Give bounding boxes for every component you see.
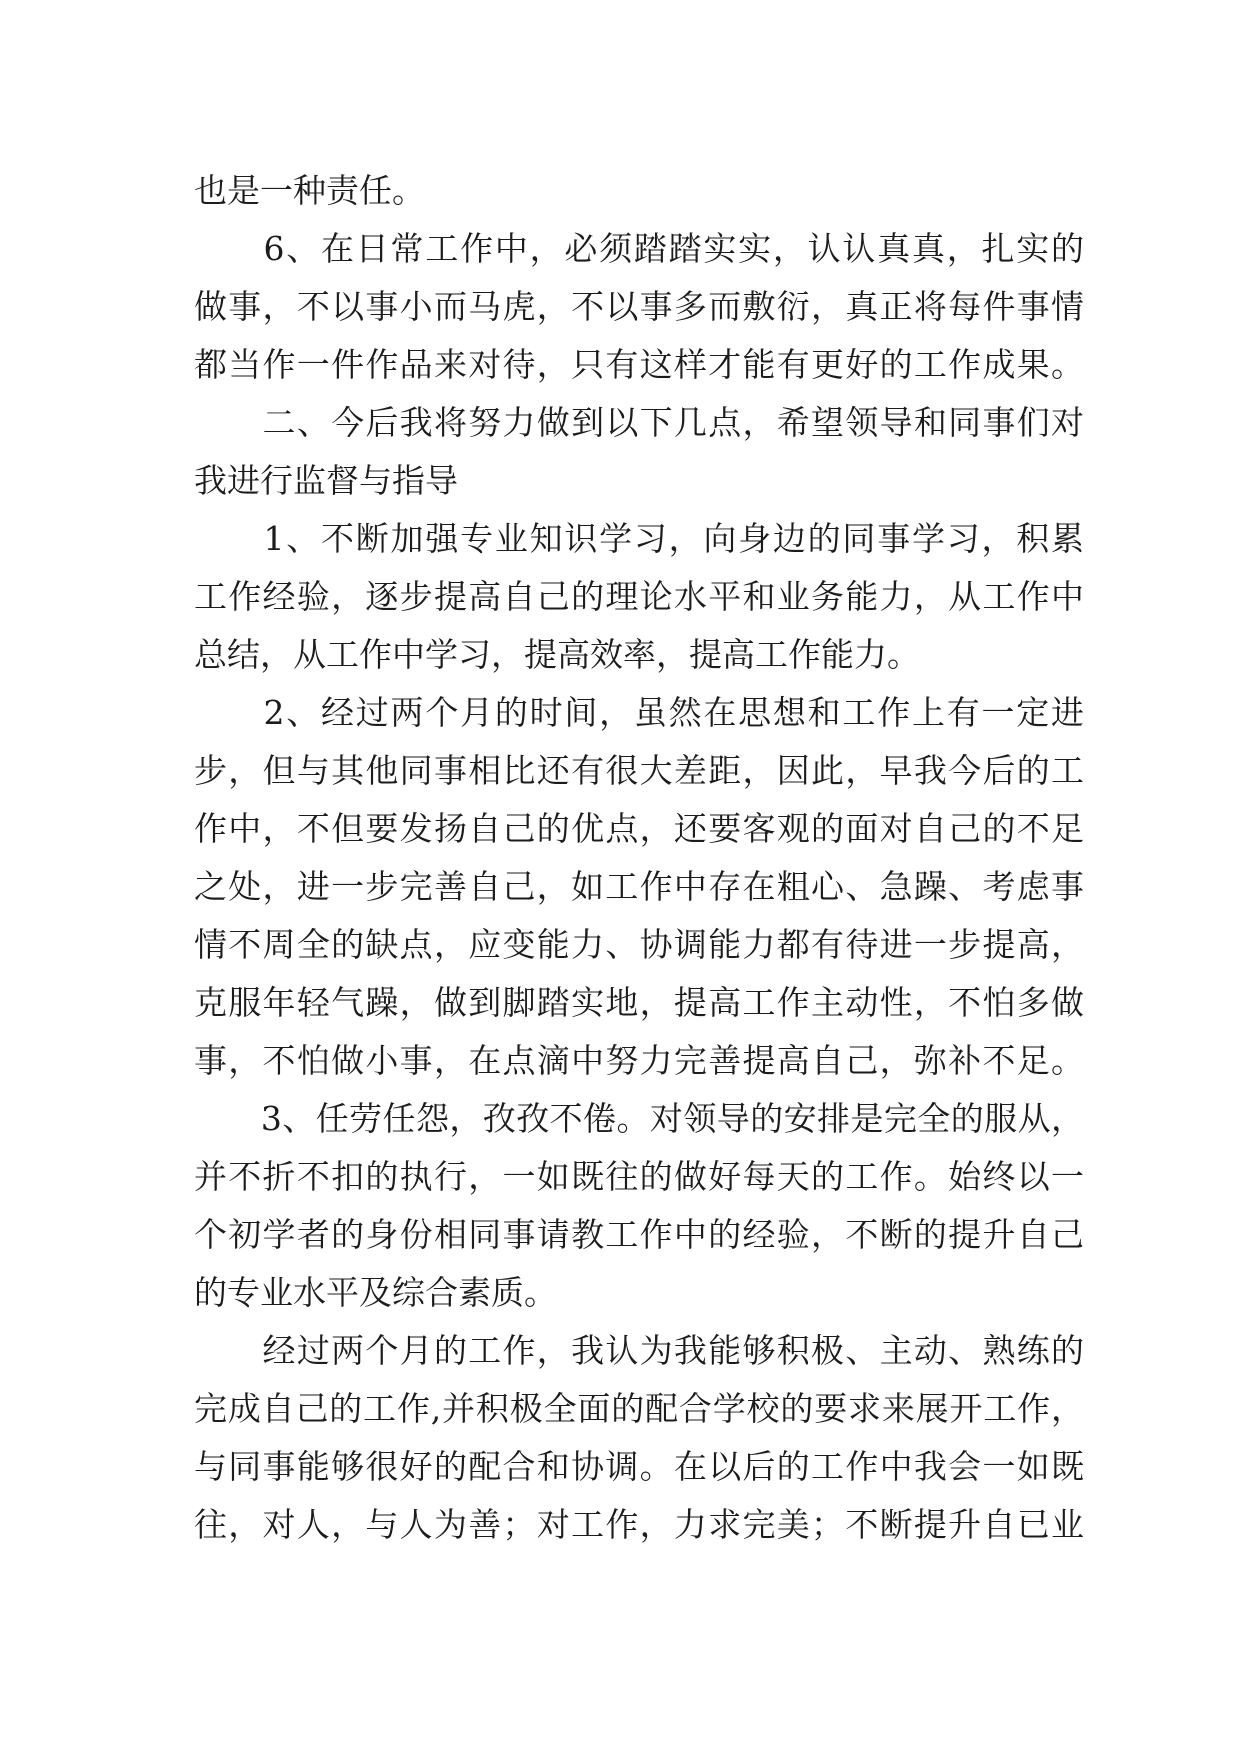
text-line: 作中，不但要发扬自己的优点，还要客观的面对自己的不足 <box>194 809 1084 848</box>
text-line: 总结，从工作中学习，提高效率，提高工作能力。 <box>194 635 920 674</box>
text-line: 往，对人，与人为善；对工作，力求完美；不断提升自已业 <box>194 1505 1084 1544</box>
text-line: 我进行监督与指导 <box>194 461 458 500</box>
text-line: 与同事能够很好的配合和协调。在以后的工作中我会一如既 <box>194 1447 1084 1486</box>
text-line: 6、在日常工作中，必须踏踏实实，认认真真，扎实的 <box>194 229 1084 268</box>
text-line: 情不周全的缺点，应变能力、协调能力都有待进一步提高， <box>194 925 1084 964</box>
text-line: 经过两个月的工作，我认为我能够积极、主动、熟练的 <box>194 1331 1084 1370</box>
document-body <box>194 162 1084 1554</box>
text-line: 步，但与其他同事相比还有很大差距，因此，早我今后的工 <box>194 751 1084 790</box>
text-line: 做事，不以事小而马虎，不以事多而敷衍，真正将每件事情 <box>194 287 1084 326</box>
text-line: 2、经过两个月的时间，虽然在思想和工作上有一定进 <box>194 693 1084 732</box>
text-line: 都当作一件作品来对待，只有这样才能有更好的工作成果。 <box>194 345 1084 384</box>
text-line: 之处，进一步完善自己，如工作中存在粗心、急躁、考虑事 <box>194 867 1084 906</box>
text-line: 也是一种责任。 <box>194 171 425 210</box>
text-line: 事，不怕做小事，在点滴中努力完善提高自己，弥补不足。 <box>194 1041 1084 1080</box>
text-line: 并不折不扣的执行，一如既往的做好每天的工作。始终以一 <box>194 1157 1084 1196</box>
text-line: 个初学者的身份相同事请教工作中的经验，不断的提升自己 <box>194 1215 1084 1254</box>
text-line: 的专业水平及综合素质。 <box>194 1273 557 1312</box>
text-line: 3、任劳任怨，孜孜不倦。对领导的安排是完全的服从， <box>194 1099 1084 1138</box>
text-line: 克服年轻气躁，做到脚踏实地，提高工作主动性，不怕多做 <box>194 983 1084 1022</box>
text-line: 完成自己的工作,并积极全面的配合学校的要求来展开工作， <box>194 1389 1084 1428</box>
text-line: 1、不断加强专业知识学习，向身边的同事学习，积累 <box>194 519 1084 558</box>
text-line: 工作经验，逐步提高自己的理论水平和业务能力，从工作中 <box>194 577 1084 616</box>
text-line: 二、今后我将努力做到以下几点，希望领导和同事们对 <box>194 403 1084 442</box>
